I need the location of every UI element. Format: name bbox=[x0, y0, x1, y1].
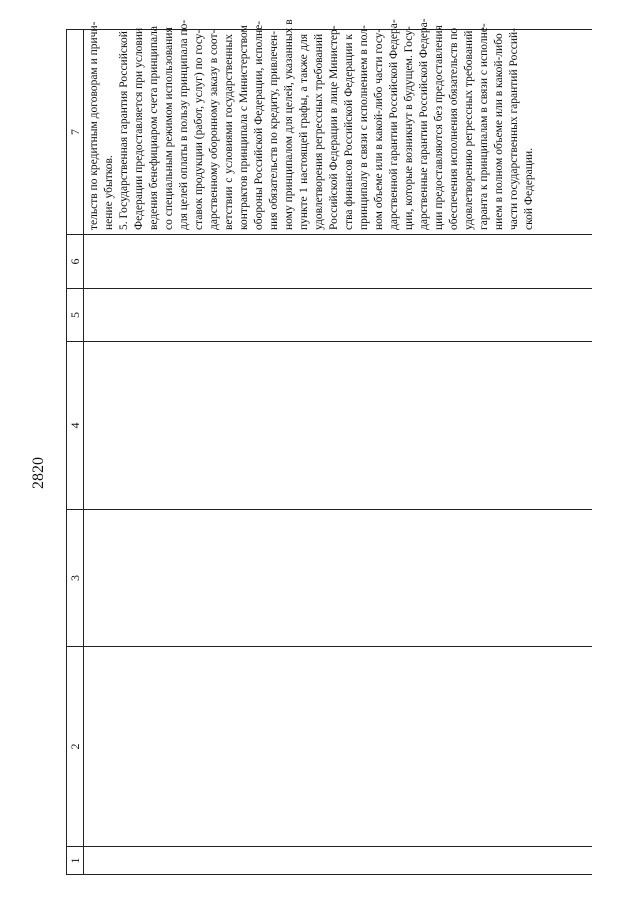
column-header-5: 5 bbox=[67, 289, 84, 342]
text-line: части государственных гарантий Россий- bbox=[508, 28, 520, 230]
text-line: обороны Российской Федерации, исполне- bbox=[253, 20, 265, 230]
text-line: дарственному оборонному заказу в соот- bbox=[208, 29, 220, 230]
text-line: ведения бенефициаром счета принципала bbox=[148, 25, 160, 230]
text-line: ном объеме или в какой-либо части госу- bbox=[373, 28, 385, 230]
column-header-2: 2 bbox=[67, 647, 84, 847]
document-table bbox=[66, 18, 592, 875]
cell-col-3 bbox=[84, 510, 593, 647]
text-line: дарственные гарантии Российской Федера- bbox=[418, 18, 430, 230]
text-line: тельств по кредитным договорам и причи- bbox=[88, 21, 100, 230]
text-line: Российской Федерации в лице Министер- bbox=[328, 25, 340, 230]
column-header-3: 3 bbox=[67, 510, 84, 647]
text-line: гаранта к принципалам в связи с исполне- bbox=[478, 23, 490, 230]
text-line: со специальным режимом использования bbox=[163, 27, 175, 230]
text-line: ции предоставляются без предоставления bbox=[433, 25, 445, 230]
text-line: нение убытков. bbox=[103, 155, 115, 230]
page-number: 2820 bbox=[30, 457, 47, 489]
cell-col-1 bbox=[84, 847, 593, 875]
table-header-row bbox=[67, 30, 84, 875]
text-line: ставок продукции (работ, услуг) по госу- bbox=[193, 29, 205, 230]
text-line: контрактов принципала с Министерством bbox=[238, 25, 250, 230]
column-header-1: 1 bbox=[67, 847, 84, 875]
text-line: ния обязательств по кредиту, привлечен- bbox=[268, 30, 280, 230]
table-row bbox=[84, 30, 593, 875]
text-line: принципалу в связи с исполнением в пол- bbox=[358, 25, 370, 230]
column-header-7: 7 bbox=[67, 30, 84, 235]
text-line: ному принципалом для целей, указанных в bbox=[283, 19, 295, 230]
text-line: пункте 1 настоящей графы, а также для bbox=[298, 34, 310, 230]
column-header-4: 4 bbox=[67, 342, 84, 510]
text-line: удовлетворению регрессных требований bbox=[463, 30, 475, 230]
cell-col-2 bbox=[84, 647, 593, 847]
text-line: ства финансов Российской Федерации к bbox=[343, 34, 355, 230]
column-7-text bbox=[84, 18, 537, 234]
text-line: дарственной гарантии Российской Федера- bbox=[388, 19, 400, 230]
text-line: для целей оплаты в пользу принципала по- bbox=[178, 19, 190, 230]
text-line: обеспечения исполнения обязательств по bbox=[448, 27, 460, 230]
text-line: нием в полном объеме или в какой-либо bbox=[493, 33, 505, 230]
text-line: 5. Государственная гарантия Российской bbox=[118, 31, 130, 230]
cell-col-4 bbox=[84, 342, 593, 510]
text-line: ской Федерации. bbox=[523, 147, 535, 230]
text-line: Федерации предоставляется при условии bbox=[133, 27, 145, 230]
cell-col-7 bbox=[84, 18, 593, 235]
text-line: удовлетворения регрессных требований bbox=[313, 33, 325, 230]
text-line: ветствии с условиями государственных bbox=[223, 34, 235, 230]
text-line: ции, которые возникнут в будущем. Госу- bbox=[403, 26, 415, 230]
column-header-6: 6 bbox=[67, 235, 84, 289]
cell-col-6 bbox=[84, 235, 593, 289]
cell-col-5 bbox=[84, 289, 593, 342]
